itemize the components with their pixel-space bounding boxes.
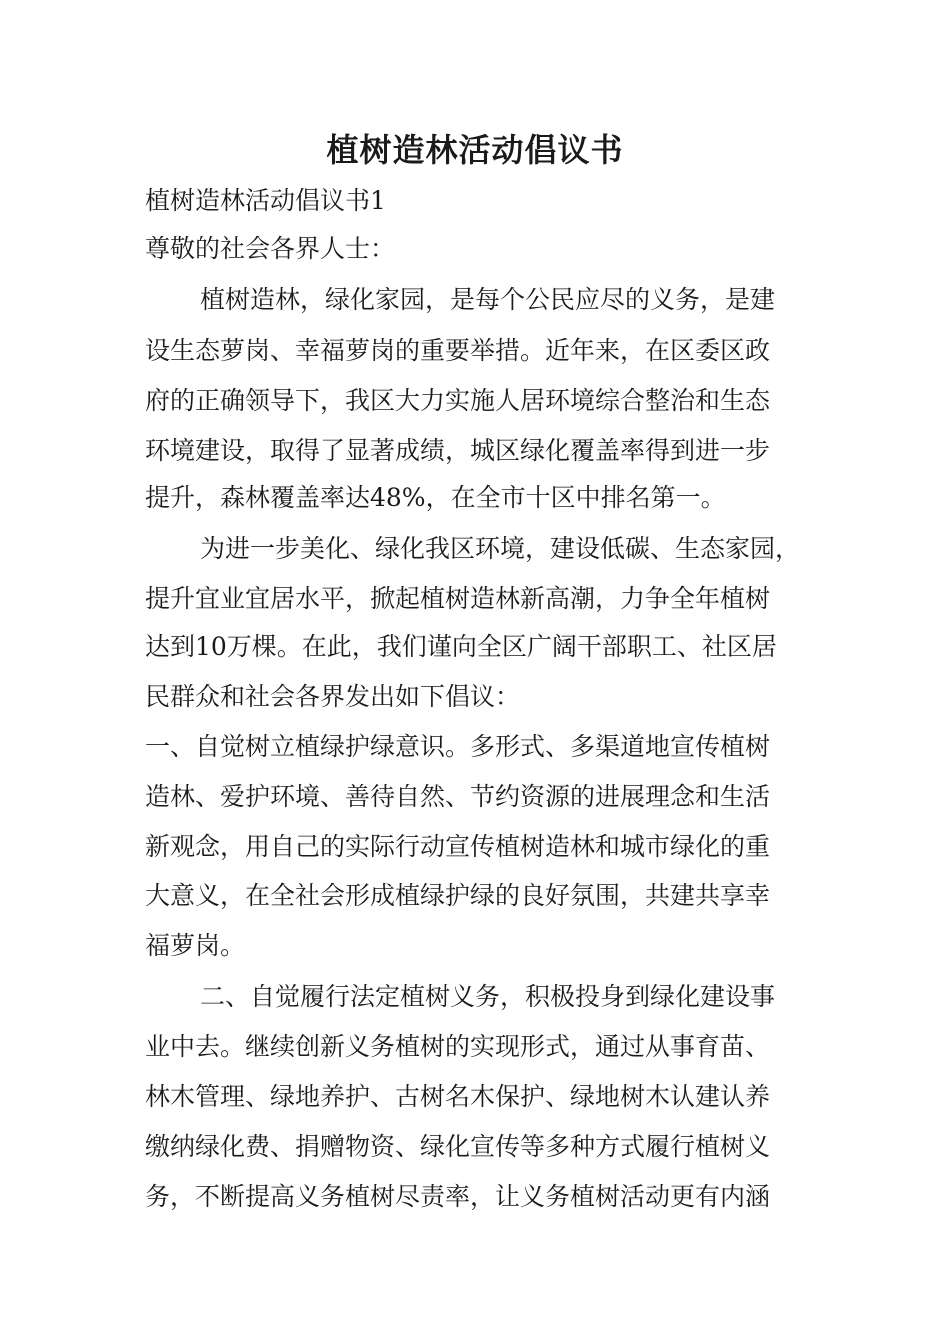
paragraph-1-line-4: 环境建设，取得了显著成绩，城区绿化覆盖率得到进一步 bbox=[145, 436, 771, 465]
paragraph-3-line-1: 一、自觉树立植绿护绿意识。多形式、多渠道地宣传植树 bbox=[145, 732, 771, 761]
paragraph-1-line-3: 府的正确领导下，我区大力实施人居环境综合整治和生态 bbox=[145, 386, 771, 415]
paragraph-3-line-4: 大意义，在全社会形成植绿护绿的良好氛围，共建共享幸 bbox=[145, 881, 771, 910]
paragraph-3-line-2: 造林、爱护环境、善待自然、节约资源的进展理念和生活 bbox=[145, 782, 771, 811]
subtitle-line: 植树造林活动倡议书1 bbox=[145, 186, 386, 215]
document-title: 植树造林活动倡议书 bbox=[326, 131, 624, 169]
paragraph-2-line-4: 民群众和社会各界发出如下倡议： bbox=[145, 682, 521, 711]
paragraph-2-line-3: 达到10万棵。在此，我们谨向全区广阔干部职工、社区居 bbox=[145, 632, 777, 661]
salutation-line: 尊敬的社会各界人士： bbox=[145, 234, 396, 263]
paragraph-3-line-5: 福萝岗。 bbox=[145, 931, 246, 960]
paragraph-1-line-1: 植树造林，绿化家园，是每个公民应尽的义务，是建 bbox=[200, 285, 776, 314]
paragraph-2-line-1: 为进一步美化、绿化我区环境，建设低碳、生态家园， bbox=[200, 534, 801, 563]
paragraph-3-line-3: 新观念，用自己的实际行动宣传植树造林和城市绿化的重 bbox=[145, 832, 771, 861]
paragraph-4-line-1: 二、自觉履行法定植树义务，积极投身到绿化建设事 bbox=[200, 982, 776, 1011]
paragraph-4-line-3: 林木管理、绿地养护、古树名木保护、绿地树木认建认养 bbox=[145, 1082, 771, 1111]
paragraph-4-line-2: 业中去。继续创新义务植树的实现形式，通过从事育苗、 bbox=[145, 1032, 771, 1061]
paragraph-4-line-4: 缴纳绿化费、捐赠物资、绿化宣传等多种方式履行植树义 bbox=[145, 1132, 771, 1161]
paragraph-1-line-2: 设生态萝岗、幸福萝岗的重要举措。近年来，在区委区政 bbox=[145, 336, 771, 365]
paragraph-4-line-5: 务，不断提高义务植树尽责率，让义务植树活动更有内涵 bbox=[145, 1182, 771, 1211]
paragraph-2-line-2: 提升宜业宜居水平，掀起植树造林新高潮，力争全年植树 bbox=[145, 584, 771, 613]
paragraph-1-line-5: 提升，森林覆盖率达48%，在全市十区中排名第一。 bbox=[145, 483, 726, 512]
